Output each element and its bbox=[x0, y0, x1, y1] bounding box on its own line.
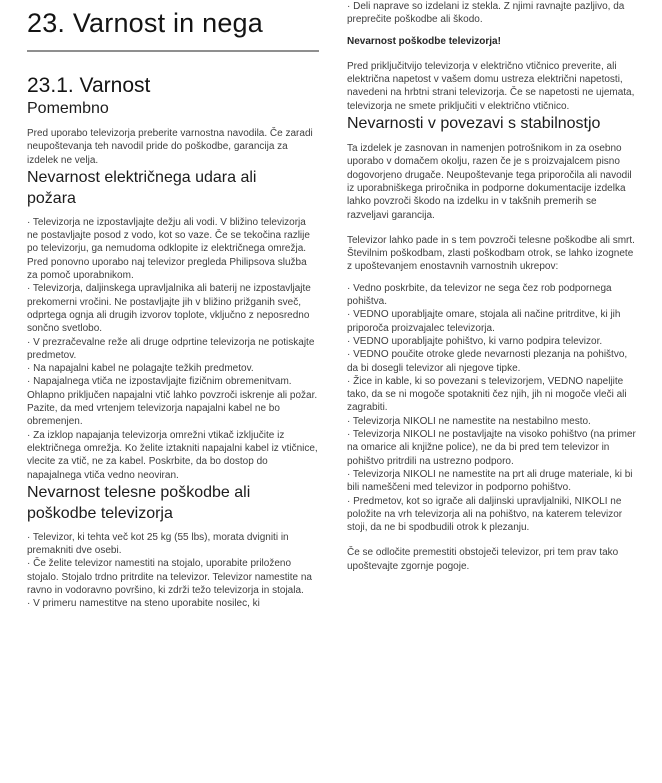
subsection-heading-electric-shock: Nevarnost električnega udara ali požara bbox=[27, 168, 257, 207]
list-item-glass: · Deli naprave so izdelani iz stekla. Z njimi ravnajte pazljivo, da preprečite poškodbe ali škodo. bbox=[347, 1, 625, 26]
paragraph-stability-2: Televizor lahko pade in s tem povzroči telesne poškodbe ali smrt. Številnim poškodbam, zlasti poškodbam otrok, se lahko izognete z upoštevanjem enostavnih varnostnih ukrepov: bbox=[347, 234, 635, 273]
list-item: · V prezračevalne reže ali druge odprtine televizorja ne potiskajte predmetov. bbox=[27, 336, 315, 361]
subsection-heading-stability: Nevarnosti v povezavi s stabilnostjo bbox=[347, 115, 601, 133]
list-item: · Vedno poskrbite, da televizor ne sega čez rob podpornega pohištva. bbox=[347, 282, 612, 308]
subsection-heading-important: Pomembno bbox=[27, 100, 109, 117]
damage-warning-heading: Nevarnost poškodbe televizorja! bbox=[347, 35, 501, 47]
list-item: Pred ponovno uporabo naj televizor pregleda Philipsova služba za pomoč uporabnikom. bbox=[27, 256, 307, 282]
list-item: · Televizorja NIKOLI ne namestite na prt ali druge materiale, ki bi bili nameščeni med televizor in podporno pohištvo. bbox=[347, 468, 633, 494]
list-item: · Če želite televizor namestiti na stojalo, uporabite priloženo stojalo. Stojalo trdno pritrdite na televizor. Televizor namestite na ravno in vodoravno površino, ki zdrži težo televizorja in stojala. bbox=[27, 558, 312, 597]
paragraph-voltage: Pred priključitvijo televizorja v električno vtičnico preverite, ali električna napetost v vašem domu ustreza električni napetosti, navedeni na hrbtni strani televizorja. Če se napetosti ne ujemata, televizorja ne smete priključiti v električno vtičnico. bbox=[347, 60, 635, 112]
title-divider bbox=[27, 50, 319, 52]
list-item: · Televizor, ki tehta več kot 25 kg (55 lbs), morata dvigniti in premakniti dve osebi. bbox=[27, 531, 289, 557]
list-item: · VEDNO uporabljajte omare, stojala ali načine pritrditve, ki jih priporoča proizvajalec televizorja. bbox=[347, 309, 621, 334]
right-column bbox=[347, 0, 638, 573]
list-item: · Televizorja NIKOLI ne namestite na nestabilno mesto. bbox=[347, 415, 591, 427]
electric-hazard-list bbox=[27, 216, 319, 482]
injury-hazard-list bbox=[27, 531, 319, 611]
section-heading: 23.1. Varnost bbox=[27, 74, 151, 97]
list-item: · Televizorja NIKOLI ne postavljajte na visoko pohištvo (na primer na omarice ali knjižne police), ne da bi pred tem televizor in pohištvo pritrdili na ustrezno podporo. bbox=[347, 429, 636, 467]
list-item: · Televizorja, daljinskega upravljalnika ali baterij ne izpostavljajte prekomerni vročini. Ne postavljajte jih v bližino prižganih sveč, odprtega ognja ali drugih izvorov toplote, vključno z neposredno sončno svetlobo. bbox=[27, 283, 311, 335]
list-item: · Predmetov, kot so igrače ali daljinski upravljalniki, NIKOLI ne položite na vrh televizorja ali na pohištvo, na katerem televizor stoji, da ne bi spodbudili otrok k plezanju. bbox=[347, 495, 623, 534]
paragraph-stability-3: Če se odločite premestiti obstoječi televizor, pri tem prav tako upoštevajte zgornje pogoje. bbox=[347, 547, 619, 572]
paragraph-stability-1: Ta izdelek je zasnovan in namenjen potrošnikom in za osebno uporabo v domačem okolju, razen če je s proizvajalcem pisno dogovorjeno drugače. Neupoštevanje tega priporočila ali navodil iz uporabniškega priročnika in podporne dokumentacije izdelka lahko povzroči škodo na izdelku in v takšnih premerih se razveljavi garancija. bbox=[347, 143, 632, 221]
list-item: · VEDNO poučite otroke glede nevarnosti plezanja na pohištvo, da bi dosegli televizor ali njegove tipke. bbox=[347, 349, 628, 374]
list-item: · Žice in kable, ki so povezani s televizorjem, VEDNO napeljite tako, da se ni mogoče spotakniti čez njih, jih ni mogoče vleči ali zagrabiti. bbox=[347, 375, 627, 414]
list-item: · Na napajalni kabel ne polagajte težkih predmetov. bbox=[27, 363, 254, 375]
chapter-title: 23. Varnost in nega bbox=[27, 8, 263, 38]
list-item: · Televizorja ne izpostavljajte dežju ali vodi. V bližino televizorja ne postavljajte posod z vodo, kot so vaze. Če se tekočina razlije po televizorju, ga nemudoma odklopite iz električnega omrežja. bbox=[27, 216, 310, 255]
list-item: · Napajalnega vtiča ne izpostavljajte fizičnim obremenitvam. Ohlapno priključen napajalni vtič lahko povzroči iskrenje ali požar. Pazite, da med vrtenjem televizorja napajalni kabel ne bo obremenjen. bbox=[27, 376, 318, 428]
subsection-heading-injury: Nevarnost telesne poškodbe ali poškodbe televizorja bbox=[27, 483, 251, 522]
stability-precautions-list bbox=[347, 282, 638, 535]
paragraph-important: Pred uporabo televizorja preberite varnostna navodila. Če zaradi neupoštevanja teh navodil pride do poškodbe, garancija za izdelek ne velja. bbox=[27, 128, 313, 166]
list-item: · VEDNO uporabljajte pohištvo, ki varno podpira televizor. bbox=[347, 335, 603, 347]
left-column bbox=[27, 0, 319, 611]
list-item: · Za izklop napajanja televizorja omrežni vtikač izključite iz električnega omrežja. Ko želite iztakniti napajalni kabel iz vtičnice, vlecite za vtič, ne za kabel. Poskrbite, da bo dostop do napajalnega vtiča vedno neoviran. bbox=[27, 429, 318, 481]
list-item: · V primeru namestitve na steno uporabite nosilec, ki bbox=[27, 598, 260, 610]
